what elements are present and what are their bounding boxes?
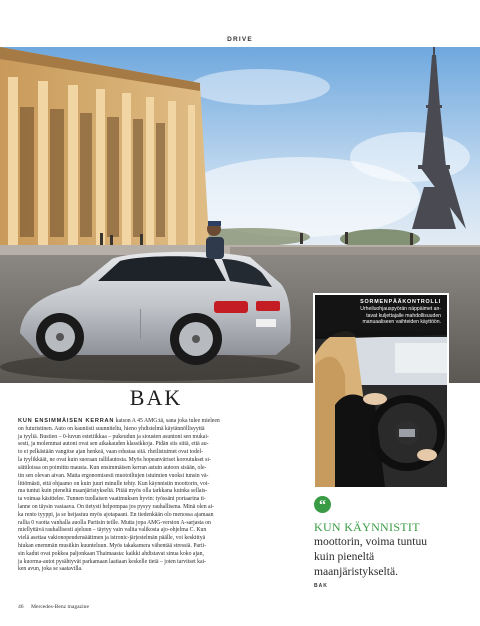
pull-quote-line: kuin pieneltä (314, 550, 375, 563)
pull-quote-line: moottorin, voima tuntuu (314, 535, 428, 548)
body-line: ken avun, joka se saatavilla. (18, 566, 83, 573)
article-body (18, 418, 300, 574)
body-line (18, 418, 300, 426)
pull-quote-source: BAK (314, 583, 328, 589)
body-line: littömästi, että ohjaamo on kuin juuri minulle tehty. Kun käynnistin moottorin, voi- (18, 480, 210, 487)
caption-text (319, 306, 441, 326)
body-line: ja tyyliä. Bustien – 0-luvun estetiikkaa – pukeudun ja siousten asuntoni sen mukai- (18, 433, 209, 440)
photo-caption (315, 295, 447, 337)
body-line: ja kuorma-autot pysähtyvät parkamaan laatiaan keskelle tietä – joten tarvitset kai- (18, 558, 207, 565)
pull-quote-title: KUN KÄYNNISTIT (314, 520, 420, 534)
body-line: lanne on täysin vastaava. On tietysti helpompaa jos pysyy rauhallisena. Minä olen ai- (18, 503, 215, 510)
body-line: säitiloissa on poimittu mausta. Kun ensimmäisen kerran astuin autoon sisään, ole- (18, 464, 207, 471)
caption-line: manuaaliseen vaihteiden käyttöön. (362, 319, 441, 326)
page-number: 46 (18, 604, 24, 610)
article-title: BAK (129, 385, 183, 410)
body-line: la tyylikkäät, ne ovat kuin suoraan rallilautosta. Myös hopeanväriset koroutukset si- (18, 457, 211, 464)
body-line: ka rento tyyppi, ja se heijastuu myös ajotapaani. En tiedenkään olo menossa ajamaan (18, 511, 214, 518)
quote-icon: “ (314, 496, 331, 513)
body-line: on futuristinen. Auto on kauniisti suunniteltu, hieno yhdistelmä käytännöllisyyttä (18, 425, 205, 432)
lead-in: KUN ENSIMMÄISEN KERRAN (18, 418, 115, 424)
pull-quote (314, 520, 464, 589)
body-line: ta voimaa käsittelee. Tunnen tuollaisen vaatimuksen hyvin: työssäni portaarina ti- (18, 496, 206, 503)
body-line: hiukan enemmän musiikin kuunteluun. Myös takakamera vähentää stressiä. Parii- (18, 543, 207, 549)
body-line: tin sen olevan aivan. Matta ergonomisesti muotoiltujen istuimien vuoksi tunsin vä- (18, 472, 209, 479)
caption-line: tavat kuljettajalle mahdollisuuden (366, 312, 441, 319)
page-footer (18, 604, 95, 610)
section-label: DRIVE (227, 36, 253, 43)
body-line: to ei pelkästään vangitse ajan henkeä, vaan edustaa sitä. rheilistuimet ovat todel- (18, 449, 204, 456)
body-line-text: katson A 45 AMG:tä, sana joka tulee mieleen (114, 418, 220, 424)
pull-quote-line: maanjäristykseltä. (314, 565, 399, 578)
body-line: sesti, ja molemmat autoni ovat sen aikakauden klassikkoja. Pidän siis siitä, että au- (18, 441, 209, 448)
magazine-name: Mercedes-Benz magazine (31, 604, 89, 610)
body-line: miellyttävä rauhallisesti ajeluun – täytyy vain valita valikosta ajo-ohjelma C. Kun (18, 527, 207, 534)
body-line: ma tuntui kuin pieneltä maanjäristykseltä. Pitää myös olla tarkkana kuinka sellais- (18, 488, 208, 495)
body-line: rallia 0 vaotta vanhalla auolla Pariisin teille. Mutta jopa AMG-version A-sarjasta on (18, 519, 211, 526)
interior-photo (313, 293, 449, 489)
body-line: vielä asettaa vakionopeudensäätimen ja istronic-järjestelmän päälle, voi keskittyä (18, 535, 206, 542)
body-line: sin kadut ovat pokkea paljonkaan Thaimaasta: kaikki ahdistavat sinua koko ajan, (18, 550, 204, 557)
caption-line: Urheiluohjauspyörän näppäimet an- (360, 306, 441, 312)
caption-title: SORMENPÄÄKONTROLLI (360, 299, 441, 305)
